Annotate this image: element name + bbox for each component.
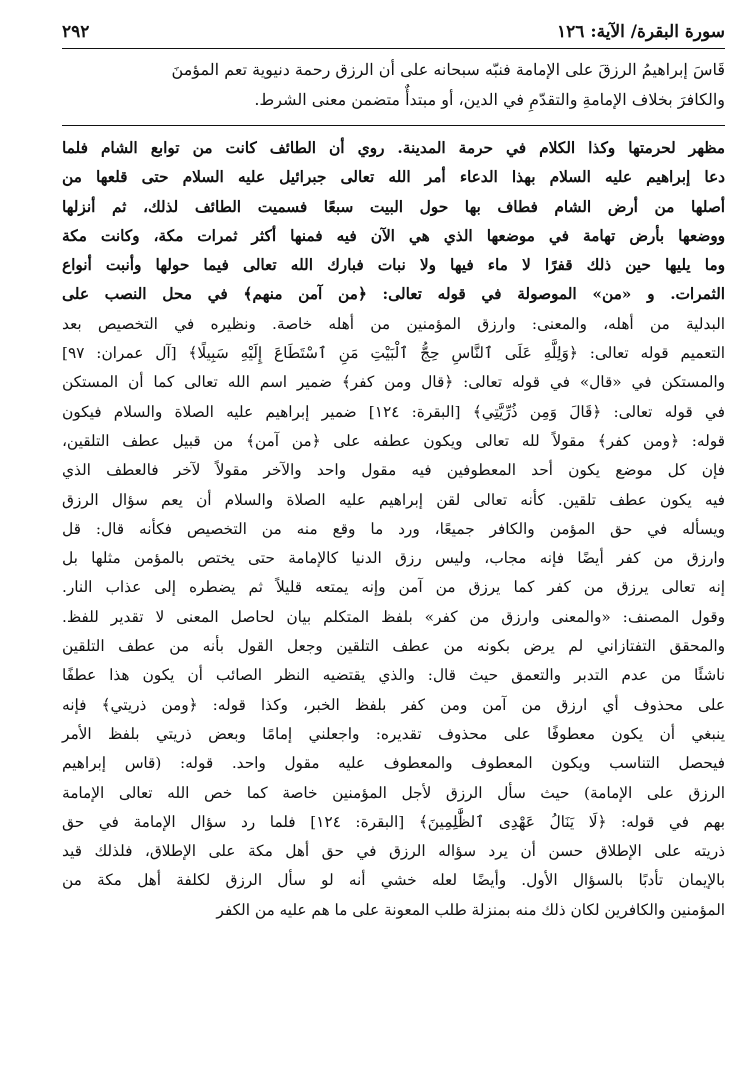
commentary-line: التعميم قوله تعالى: ﴿وَلِلَّهِ عَلَى ٱلنَّاسِ حِجُّ ٱلْبَيْتِ مَنِ ٱسْتَطَاعَ إِلَيْهِ سَبِيلًا﴾ [آل عمران: ٩٧] xyxy=(62,344,725,363)
commentary-line: إنه تعالى يرزق من كفر كما يرزق من آمن وإنه يمتعه قليلاً ثم يضطره إلى عذاب النار. xyxy=(62,578,725,597)
commentary-line: قوله: ﴿ومن كفر﴾ مقولاً لله تعالى ويكون عطفه على ﴿من آمن﴾ من قبيل عطف التلقين، xyxy=(62,431,725,450)
commentary-line: مظهر لحرمتها وكذا الكلام في حرمة المدينة. روي أن الطائف كانت من توابع الشام فلما xyxy=(62,139,725,157)
page-header xyxy=(62,22,725,49)
commentary-line: وارزق من كفر أيضًا فإنه مجاب، وليس رزق الدنيا كالإمامة حتى يختص بالمؤمن مثلها بل xyxy=(62,549,725,568)
commentary-line: بهم في قوله: ﴿لَا يَنَالُ عَهْدِى ٱلظَّٰلِمِينَ﴾ [البقرة: ١٢٤] فلما رد سؤال الإمامة في حق xyxy=(62,812,725,831)
commentary-line: ويسأله في حق المؤمن والكافر جميعًا، ورد ما وقع منه من التخصيص فكأنه قال: قل xyxy=(62,519,725,538)
commentary-line: ناشئًا من عدم التدبر والتعمق حيث قال: والذي يقتضيه النظر الصائب أن يكون هذا عطفًا xyxy=(62,666,725,685)
commentary-line: فيحصل التناسب ويكون المعطوف والمعطوف عليه مقول واحد. قوله: (قاس إبراهيم xyxy=(62,754,725,773)
commentary-line: في قوله تعالى: ﴿قَالَ وَمِن ذُرِّيَّتِي﴾ [البقرة: ١٢٤] ضمير إبراهيم عليه الصلاة والسلام فيكون xyxy=(62,402,725,421)
commentary-line: وقول المصنف: «والمعنى وارزق من كفر» بلفظ المتكلم بيان لحاصل المعنى لا تقدير للفظ. xyxy=(62,607,725,626)
commentary-line: على محذوف أي ارزق من آمن ومن كفر بلفظ الخبر، وكذا قوله: ﴿ومن ذريتي﴾ فإنه xyxy=(62,695,725,714)
commentary-line: فيه يكون عطف تلقين. كأنه تعالى لقن إبراهيم عليه الصلاة والسلام أن يعم سؤال الرزق xyxy=(62,490,725,509)
commentary-line: ذريته على الإطلاق حسن أن يرد سؤاله الرزق في حق أهل مكة على الإطلاق، فلذلك قيد xyxy=(62,842,725,861)
commentary-line: والمحقق التفتازاني لم يرض بكونه من عطف التلقين وجعل القول بأنه من عطف التلقين xyxy=(62,637,725,656)
commentary-line: وما يليها حين ذلك قفرًا لا ماء فيها ولا نبات فبارك الله تعالى فيما حولها وأنبت أنواع xyxy=(62,256,725,275)
commentary-line: بالإيمان تأدبًا بالسؤال الأول. وأيضًا لعله خشي أنه لو سأل الرزق لكلفة أهل مكة من xyxy=(62,871,725,890)
commentary-line: ووضعها بأرض تهامة في موضعها الذي هي الآن فيه فمنها أكثر ثمرات مكة، وكانت مكة xyxy=(62,226,725,245)
commentary-line: ينبغي أن يكون معطوفًا على محذوف تقديره: واجعلني إمامًا وبعض ذريتي بلفظ الأمر xyxy=(62,724,725,743)
commentary-line: الثمرات. و «من» الموصولة في قوله تعالى: ﴿من آمن منهم﴾ في محل النصب على xyxy=(62,285,725,304)
surah-reference: سورة البقرة/ الآية: ١٢٦ xyxy=(557,22,725,42)
commentary-line: البدلية من أهله، والمعنى: وارزق المؤمنين من أهله خاصة. ونظيره في التخصيص بعد xyxy=(62,314,725,333)
commentary-line: أصلها من أرض الشام فطاف بها حول البيت سبعًا فسميت الطائف لذلك، ثم أنزلها xyxy=(62,197,725,216)
commentary-text xyxy=(62,134,725,925)
commentary-line: فإن كل موضع يكون أحد المعطوفين فيه مقول واحد والآخر مقولاً لآخر فالعطف الذي xyxy=(62,461,725,480)
commentary-line: والمستكن في «قال» في قوله تعالى: ﴿قال ومن كفر﴾ ضمير اسم الله تعالى كما أن المستكن xyxy=(62,373,725,392)
section-divider xyxy=(62,125,725,126)
page-number: ٢٩٢ xyxy=(62,22,90,42)
main-text-line: والكافرَ بخلاف الإمامةِ والتقدّمِ في الدين، أو مبتدأٌ متضمن معنى الشرط. xyxy=(254,90,725,109)
commentary-line: المؤمنين والكافرين لكان ذلك منه بمنزلة طلب المعونة على ما هم عليه من الكفر xyxy=(216,900,725,919)
commentary-line: دعا إبراهيم عليه السلام بهذا الدعاء أمر الله تعالى جبرائيل عليه السلام حتى قلعها من xyxy=(62,168,725,187)
commentary-line: الرزق على الإمامة) حيث سأل الرزق لأجل المؤمنين خاصة كما خص الله تعالى الإمامة xyxy=(62,783,725,802)
main-text xyxy=(62,55,725,115)
main-text-line: قَاسَ إبراهيمُ الرزقَ على الإمامة فنبّه سبحانه على أن الرزق رحمة دنيوية تعم المؤمنَ xyxy=(171,60,725,79)
